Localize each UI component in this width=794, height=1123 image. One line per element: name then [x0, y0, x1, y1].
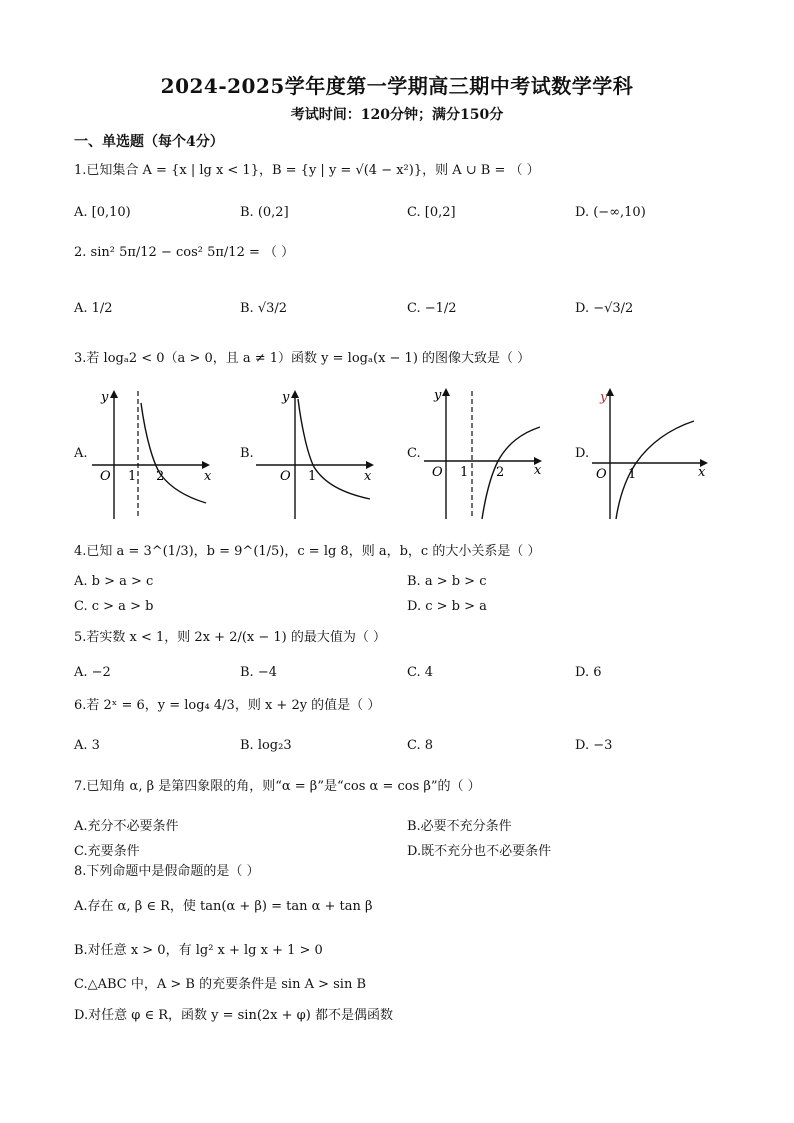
q6-option-b[interactable]: B. log₂3	[240, 738, 292, 753]
q1-option-d[interactable]: D. (−∞,10)	[575, 205, 646, 220]
q1-option-a[interactable]: A. [0,10)	[74, 205, 131, 220]
graph-a-x-label: x	[204, 469, 212, 484]
q7-option-d[interactable]: D.既不充分也不必要条件	[407, 844, 552, 859]
graph-c-x-label: x	[534, 463, 542, 478]
graph-a-y-label: y	[101, 390, 109, 405]
q6-option-d[interactable]: D. −3	[575, 738, 613, 753]
q4-option-b[interactable]: B. a > b > c	[407, 574, 487, 589]
graph-d-origin: O	[596, 467, 607, 482]
q5-option-d[interactable]: D. 6	[575, 665, 602, 680]
graph-d-y-label: y	[600, 390, 608, 405]
question-7: 7.已知角 α, β 是第四象限的角，则“α = β”是“cos α = cos β”的（ ）	[74, 779, 481, 794]
q4-option-a[interactable]: A. b > a > c	[74, 574, 154, 589]
section-heading: 一、单选题（每个4分）	[74, 134, 224, 150]
q5-option-c[interactable]: C. 4	[407, 665, 434, 680]
q3-option-a[interactable]: A.	[74, 446, 88, 461]
graph-b-y-label: y	[282, 390, 290, 405]
q5-option-b[interactable]: B. −4	[240, 665, 277, 680]
question-5: 5.若实数 x < 1，则 2x + 2/(x − 1) 的最大值为（ ）	[74, 630, 387, 645]
q5-option-a[interactable]: A. −2	[74, 665, 111, 680]
graph-c-origin: O	[432, 465, 443, 480]
graph-a-origin: O	[100, 469, 111, 484]
q8-option-a[interactable]: A.存在 α, β ∈ R，使 tan(α + β) = tan α + tan β	[74, 899, 373, 914]
question-4: 4.已知 a = 3^(1/3)，b = 9^(1/5)，c = lg 8，则 a，b，c 的大小关系是（ ）	[74, 544, 541, 559]
q8-option-b[interactable]: B.对任意 x > 0，有 lg² x + lg x + 1 > 0	[74, 943, 323, 958]
question-3: 3.若 logₐ2 < 0（a > 0，且 a ≠ 1）函数 y = logₐ(x − 1) 的图像大致是（ ）	[74, 351, 531, 366]
q1-option-c[interactable]: C. [0,2]	[407, 205, 456, 220]
graph-d-x-label: x	[698, 465, 706, 480]
q8-option-d[interactable]: D.对任意 φ ∈ R，函数 y = sin(2x + φ) 都不是偶函数	[74, 1008, 393, 1023]
graph-c-tick-2: 2	[496, 465, 505, 480]
q2-option-d[interactable]: D. −√3/2	[575, 301, 634, 316]
question-1: 1.已知集合 A = {x | lg x < 1}，B = {y | y = √(4 − x²)}，则 A ∪ B = （ ）	[74, 163, 540, 178]
exam-subtitle: 考试时间：120分钟；满分150分	[290, 107, 504, 123]
graph-c	[420, 383, 550, 523]
question-6: 6.若 2ˣ = 6，y = log₄ 4/3，则 x + 2y 的值是（ ）	[74, 698, 381, 713]
q4-option-d[interactable]: D. c > b > a	[407, 599, 487, 614]
graph-a	[86, 385, 216, 523]
question-2: 2. sin² 5π/12 − cos² 5π/12 = （ ）	[74, 245, 295, 260]
graph-b-x-label: x	[364, 469, 372, 484]
q3-option-b[interactable]: B.	[240, 446, 254, 461]
q7-option-a[interactable]: A.充分不必要条件	[74, 819, 179, 834]
graph-c-tick-1: 1	[460, 465, 469, 480]
graph-a-tick-2: 2	[156, 469, 165, 484]
graph-c-y-label: y	[434, 388, 442, 403]
q3-option-d[interactable]: D.	[575, 446, 590, 461]
q6-option-a[interactable]: A. 3	[74, 738, 100, 753]
q7-option-c[interactable]: C.充要条件	[74, 844, 140, 859]
exam-title: 2024-2025学年度第一学期高三期中考试数学学科	[160, 74, 634, 98]
graph-d	[588, 383, 713, 523]
graph-d-tick-1: 1	[628, 467, 637, 482]
q2-option-b[interactable]: B. √3/2	[240, 301, 288, 316]
q1-option-b[interactable]: B. (0,2]	[240, 205, 289, 220]
question-8: 8.下列命题中是假命题的是（ ）	[74, 864, 260, 879]
q7-option-b[interactable]: B.必要不充分条件	[407, 819, 512, 834]
q3-option-c[interactable]: C.	[407, 446, 421, 461]
graph-b	[252, 385, 382, 523]
q8-option-c[interactable]: C.△ABC 中，A > B 的充要条件是 sin A > sin B	[74, 977, 367, 992]
graph-b-tick-1: 1	[308, 469, 317, 484]
q2-option-c[interactable]: C. −1/2	[407, 301, 457, 316]
q4-option-c[interactable]: C. c > a > b	[74, 599, 154, 614]
graph-b-origin: O	[280, 469, 291, 484]
graph-a-tick-1: 1	[128, 469, 137, 484]
q2-option-a[interactable]: A. 1/2	[74, 301, 113, 316]
q6-option-c[interactable]: C. 8	[407, 738, 434, 753]
